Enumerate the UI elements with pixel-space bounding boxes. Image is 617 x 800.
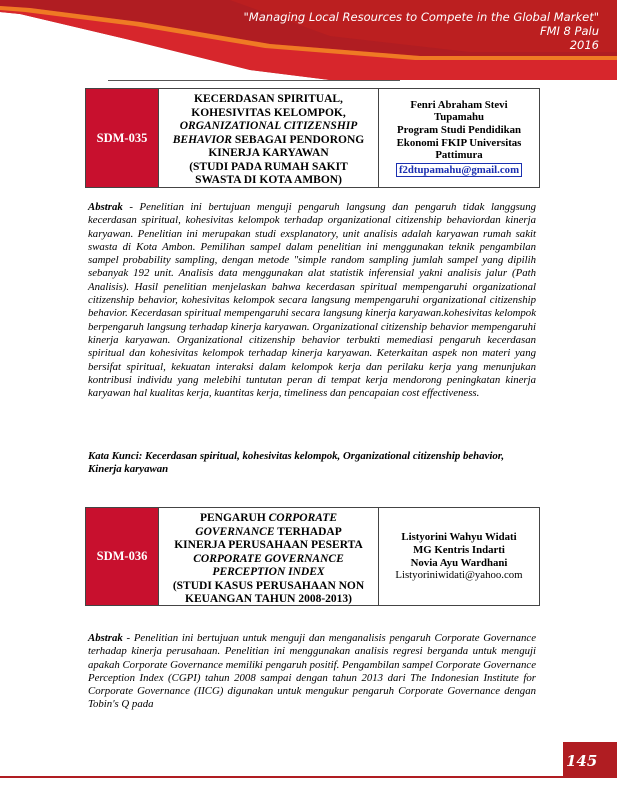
author-line: Program Studi Pendidikan	[397, 123, 521, 136]
title-segment: CORPORATE GOVERNANCE	[193, 552, 344, 565]
paper-code: SDM-036	[86, 508, 159, 605]
abstract-sdm-035	[88, 201, 536, 400]
banner-text	[244, 10, 599, 52]
title-line	[165, 120, 372, 134]
keywords-sdm-035: Kata Kunci: Kecerdasan spiritual, kohesivitas kelompok, Organizational citizenship behavior, Kinerja karyawan	[88, 450, 505, 476]
title-segment: PERCEPTION INDEX	[212, 566, 325, 578]
author-email: Listyoriniwidati@yahoo.com	[395, 569, 523, 582]
abstract-label: Abstrak	[88, 632, 123, 644]
paper-title	[159, 89, 379, 187]
author-email-link[interactable]: f2dtupamahu@gmail.com	[396, 163, 522, 178]
title-segment: TERHADAP	[274, 525, 342, 538]
title-segment: (STUDI KASUS PERUSAHAAN NON	[172, 579, 365, 592]
banner-year: 2016	[569, 38, 599, 52]
banner-event: FMI 8 Palu	[539, 24, 599, 38]
title-line	[165, 526, 372, 540]
banner-tagline: "Managing Local Resources to Compete in the Global Market"	[243, 10, 599, 24]
author-line: Ekonomi FKIP Universitas	[396, 136, 522, 149]
title-line	[165, 553, 372, 567]
title-line	[165, 174, 372, 188]
title-segment: KEUANGAN TAHUN 2008-2013)	[185, 593, 352, 605]
title-line	[165, 161, 372, 175]
title-segment: (STUDI PADA RUMAH SAKIT	[189, 160, 348, 173]
paper-entry-sdm-035	[85, 88, 540, 188]
author-line: MG Kentris Indarti	[413, 543, 505, 556]
title-segment: ORGANIZATIONAL CITIZENSHIP	[179, 120, 358, 132]
paper-title	[159, 508, 379, 605]
author-line: Fenri Abraham Stevi	[410, 98, 508, 111]
title-segment: SEBAGAI PENDORONG	[231, 133, 365, 146]
title-line	[165, 539, 372, 553]
title-line	[165, 512, 372, 526]
title-segment: BEHAVIOR	[172, 133, 232, 146]
abstract-sdm-036	[88, 632, 536, 712]
abstract-text: - Penelitian ini bertujuan untuk menguji dan menganalisis pengaruh Corporate Governance terhadap kinerja perusahaan. Penelitian ini menggunakan analisis regresi berganda untuk menguji apakah Corporate Governance memiliki pengaruh positif. Pengambilan sampel Corporate Governance Perception Index (CGPI) tahun 2008 sampai dengan tahun 2013 dari The Indonesian Institute for Corporate Governance (IICG) digunakan untuk mengukur pengaruh Corporate Governance dengan Tobin's Q pada	[88, 632, 537, 711]
paper-authors	[379, 89, 539, 187]
header-banner	[0, 0, 617, 80]
title-segment: SWASTA DI KOTA AMBON)	[195, 174, 342, 186]
title-line	[165, 593, 372, 607]
title-segment: CORPORATE	[268, 512, 338, 524]
paper-entry-sdm-036	[85, 507, 540, 606]
title-segment: GOVERNANCE	[195, 525, 275, 538]
title-line	[165, 566, 372, 580]
title-segment: KINERJA PERUSAHAAN PESERTA	[174, 539, 363, 551]
page-number: 145	[566, 752, 598, 770]
title-segment: KOHESIVITAS KELOMPOK,	[191, 106, 346, 119]
author-line: Pattimura	[435, 149, 483, 162]
footer-rule	[0, 776, 617, 778]
author-line: Tupamahu	[433, 111, 485, 124]
paper-authors	[379, 508, 539, 605]
title-line	[165, 107, 372, 121]
title-line	[165, 147, 372, 161]
title-line	[165, 134, 372, 148]
abstract-text: - Penelitian ini bertujuan menguji pengaruh langsung dan pengaruh tidak langgsung kecerdasan spiritual, kohesivitas kelompok terhadap organizational citizenship behaviordan kinerja karyawan. Penelitian ini merupakan studi exsplanatory, unit analisis adalah karyawan rumah sakit swasta di Kota Ambon. Pemilihan sampel dalam penelitian ini menggunakan teknik pengambilan sampel probability sampling, dengan metode "simple random sampling jumlah sampel yang dipilih sebanyak 192 unit. Analisis data menggunakan alat statistik inferensial yakni analisis jalur (Path Analisis). Hasil penelitian menjelaskan bahwa kecerdasan spiritual mempengaruhi organizational citizenship behavior, kohesivitas kelompok secara langsung mempengaruhi organizational citizenship behavior. Kecerdasan spiritual mempengaruhi secara langsung kinerja karyawan.kohesivitas kelompok berpengaruh langsung terhadap kinerja karyawan. Organizational citizenship behavior mempengaruhi kinerja karyawan. Organizational citizenship behavior terbukti memediasi pengaruh kecerdasan spiritual dan kohesivitas kelompok terhadap kinerja karyawan. Keterkaitan aspek non materi yang bersifat spiritual, kekuatan interaksi dalam kelompok kerja dan perilaku kerja yang menunjukan kontribusi individu yang melebihi tuntutan peran di tempat kerja mendorong peningkatan kinerja karyawan hal kualitas kerja, kuantitas kerja, timeliness dan pencapaian cost effectiveness.	[88, 201, 536, 400]
title-segment: KINERJA KARYAWAN	[208, 147, 329, 159]
title-segment: KECERDASAN SPIRITUAL,	[194, 93, 343, 105]
title-line	[165, 580, 372, 594]
author-line: Listyorini Wahyu Widati	[401, 531, 517, 544]
title-line	[165, 93, 372, 107]
author-line: Novia Ayu Wardhani	[410, 556, 508, 569]
header-rule	[108, 80, 400, 81]
abstract-label: Abstrak	[88, 201, 123, 213]
title-segment: PENGARUH	[199, 512, 269, 524]
paper-code: SDM-035	[86, 89, 159, 187]
